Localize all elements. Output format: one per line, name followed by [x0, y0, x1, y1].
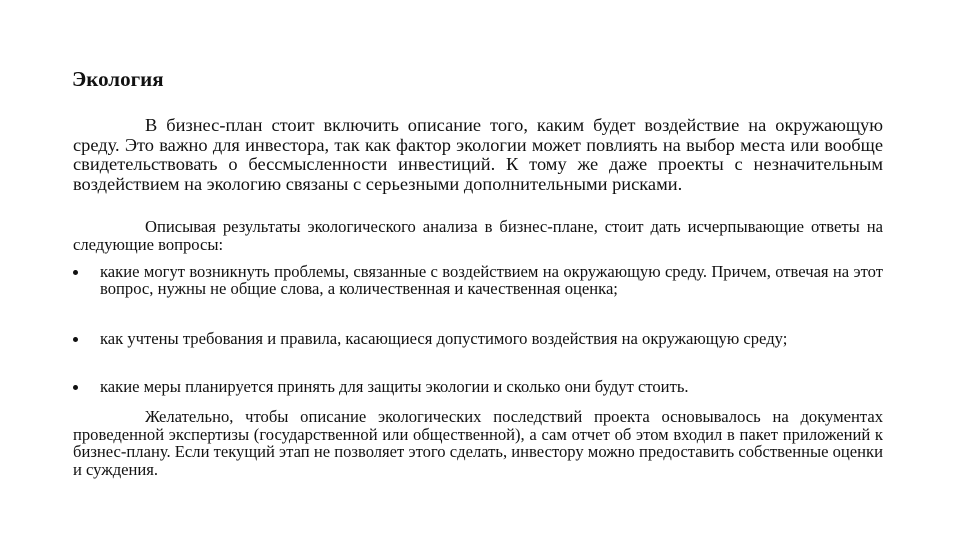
bullet-dot-icon	[73, 270, 78, 275]
bullet-dot-icon	[73, 385, 78, 390]
document-title: Экология	[72, 67, 164, 91]
bullet-item	[73, 330, 883, 347]
paragraph-intro: В бизнес-план стоит включить описание того, каким будет воздействие на окружающую среду. Это важно для инвестора, так как фактор экологии может повлиять на выбор места или вообще свидетельствовать о бессмысленности инвестиций. К тому же даже проекты с незначительным воздействием на экологию связаны с серьезными дополнительными рисками.	[73, 115, 883, 194]
bullet-text: какие могут возникнуть проблемы, связанные с воздействием на окружающую среду. Причем, отвечая на этот вопрос, нужны не общие слова, а количественная и качественная оценка;	[100, 262, 883, 298]
bullet-text: какие меры планируется принять для защиты экологии и сколько они будут стоить.	[100, 377, 689, 396]
bullet-item	[73, 263, 883, 297]
bullet-text: как учтены требования и правила, касающиеся допустимого воздействия на окружающую среду;	[100, 329, 788, 348]
bullet-dot-icon	[73, 337, 78, 342]
paragraph-questions-intro: Описывая результаты экологического анализа в бизнес-плане, стоит дать исчерпывающие ответы на следующие вопросы:	[73, 217, 883, 254]
paragraph-conclusion: Желательно, чтобы описание экологических последствий проекта основывалось на документах проведенной экспертизы (государственной или общественной), а сам отчет об этом входил в пакет приложений к бизнес-плану. Если текущий этап не позволяет этого сделать, инвестору можно предоставить собственные оценки и суждения.	[73, 407, 883, 479]
bullet-item	[73, 378, 883, 395]
